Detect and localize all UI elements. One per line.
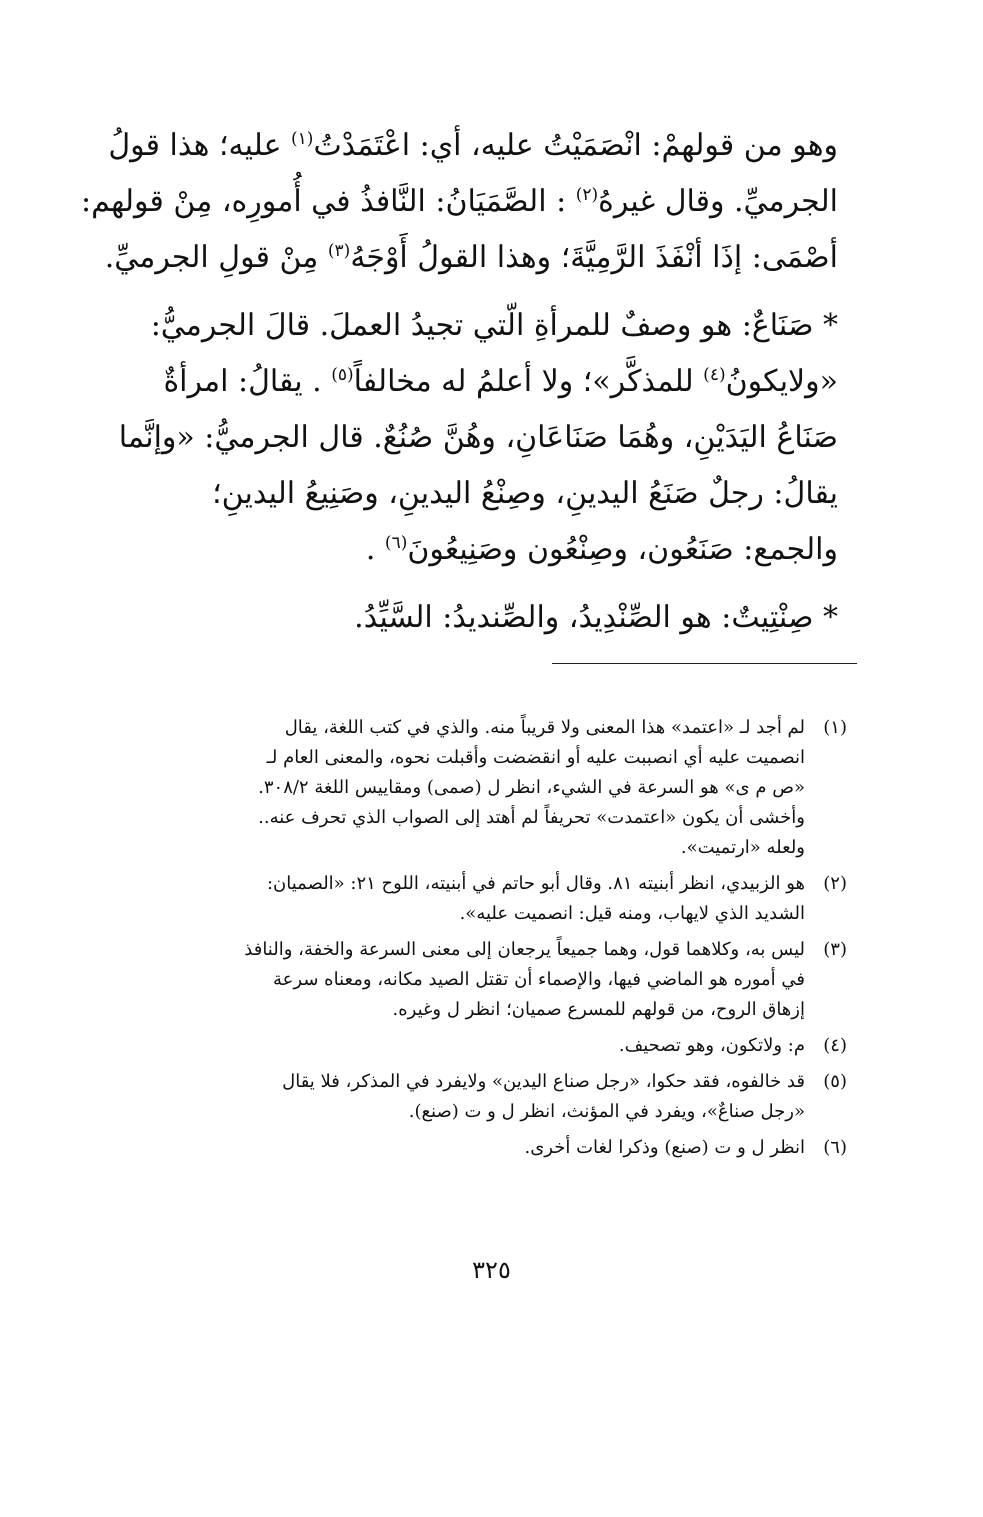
footnote-line: في أموره هو الماضي فيها، والإصماء أن تقتل الصيد مكانه، ومعناه سرعة	[273, 969, 805, 990]
paragraph-1	[81, 118, 838, 286]
text-line: * صِنْتِيتٌ: هو الصِّنْدِيدُ، والصِّنديدُ: السَّيِّدُ.	[354, 600, 838, 635]
footnote-number: (٢)	[823, 873, 847, 894]
footnote-ref: (٥)	[331, 365, 354, 385]
footnote-number: (٤)	[823, 1035, 847, 1056]
footnote-line: وأخشى أن يكون «اعتمدت» تحريفاً لم أهتد إلى الصواب الذي تحرف عنه..	[258, 807, 805, 828]
footnote-line: هو الزبيدي، انظر أبنيته ٨١. وقال أبو حاتم في أبنيته، اللوح ٢١: «الصميان:	[266, 873, 805, 894]
page-number: ٣٢٥	[472, 1256, 511, 1284]
footnote-1	[150, 713, 847, 863]
footnote-line: قد خالفوه، فقد حكوا، «رجل صناع اليدين» ولايفرد في المذكر، فلا يقال	[282, 1071, 805, 1092]
footnote-6	[150, 1133, 847, 1163]
text-line: والجمع: صَنَعُون، وصِنْعُون وصَنِيعُونَ$^{(٦)}$ .	[365, 532, 838, 567]
footnote-number: (٦)	[823, 1137, 847, 1158]
text-line: صَنَاعُ اليَدَيْنِ، وهُمَا صَنَاعَانِ، وهُنَّ صُنُعٌ. قال الجرميُّ: «وإنَّما	[118, 420, 838, 455]
footnote-3	[150, 935, 847, 1025]
footnote-ref: (٦)	[384, 533, 408, 553]
footnote-5	[150, 1067, 847, 1127]
footnote-line: انصميت عليه أي انصببت عليه أو انقضضت وأقبلت نحوه، والمعنى العام لـ	[266, 747, 805, 768]
footnote-line: إزهاق الروح، من قولهم للمسرع صميان؛ انظر ل وغيره.	[392, 999, 805, 1020]
footnote-number: (٣)	[823, 939, 847, 960]
footnote-line: «رجل صناعٌ»، ويفرد في المؤنث، انظر ل و ت (صنع).	[408, 1101, 805, 1122]
footnote-ref: (٣)	[327, 241, 351, 261]
footnote-ref: (١)	[291, 129, 314, 149]
text-line: الجرميِّ. وقال غيرهُ$^{(٢)}$ : الصَّمَيَانُ: النَّافذُ في أُمورِه، مِنْ قولهم:	[81, 184, 838, 219]
paragraph-3	[140, 590, 838, 646]
footnote-2	[150, 869, 847, 929]
text-line: أصْمَى: إذَا أنْفَذَ الرَّمِيَّةَ؛ وهذا القولُ أَوْجَهُ$^{(٣)}$ مِنْ قولِ الجرميِّ.	[104, 240, 838, 275]
footnote-ref: (٢)	[575, 185, 599, 205]
footnote-line: ليس به، وكلاهما قول، وهما جميعاً يرجعان إلى معنى السرعة والخفة، والنافذ	[244, 939, 805, 960]
paragraph-2	[118, 298, 838, 578]
footnote-number: (٥)	[823, 1071, 847, 1092]
main-text	[81, 118, 838, 646]
text-line: «ولايكونُ$^{(٤)}$ للمذكَّر»؛ ولا أعلمُ له مخالفاً$^{(٥)}$ . يقالُ: امرأةٌ	[163, 364, 838, 399]
footnote-separator	[552, 663, 857, 664]
footnote-line: الشديد الذي لايهاب، ومنه قيل: انصميت عليه».	[459, 903, 805, 924]
footnotes	[150, 713, 847, 1169]
footnote-line: لم أجد لـ «اعتمد» هذا المعنى ولا قريباً منه. والذي في كتب اللغة، يقال	[284, 717, 805, 738]
footnote-line: م: ولاتكون، وهو تصحيف.	[618, 1035, 805, 1056]
footnote-line: «ص م ى» هو السرعة في الشيء، انظر ل (صمى) ومقاييس اللغة ٣٠٨/٢.	[258, 777, 805, 798]
footnote-line: ولعله «ارتميت».	[680, 837, 805, 858]
footnote-ref: (٤)	[703, 365, 726, 385]
footnote-line: انظر ل و ت (صنع) وذكرا لغات أخرى.	[524, 1137, 805, 1158]
footnote-number: (١)	[823, 717, 847, 738]
footnote-4	[150, 1031, 847, 1061]
text-line: وهو من قولهمْ: انْصَمَيْتُ عليه، أي: اعْتَمَدْتُ$^{(١)}$ عليه؛ هذا قولُ	[108, 128, 838, 163]
text-line: يقالُ: رجلٌ صَنَعُ اليدينِ، وصِنْعُ اليدينِ، وصَنِيعُ اليدينِ؛	[212, 476, 838, 511]
text-line: * صَنَاعٌ: هو وصفٌ للمرأةِ الّتي تجيدُ العملَ. قالَ الجرميُّ:	[150, 308, 838, 343]
